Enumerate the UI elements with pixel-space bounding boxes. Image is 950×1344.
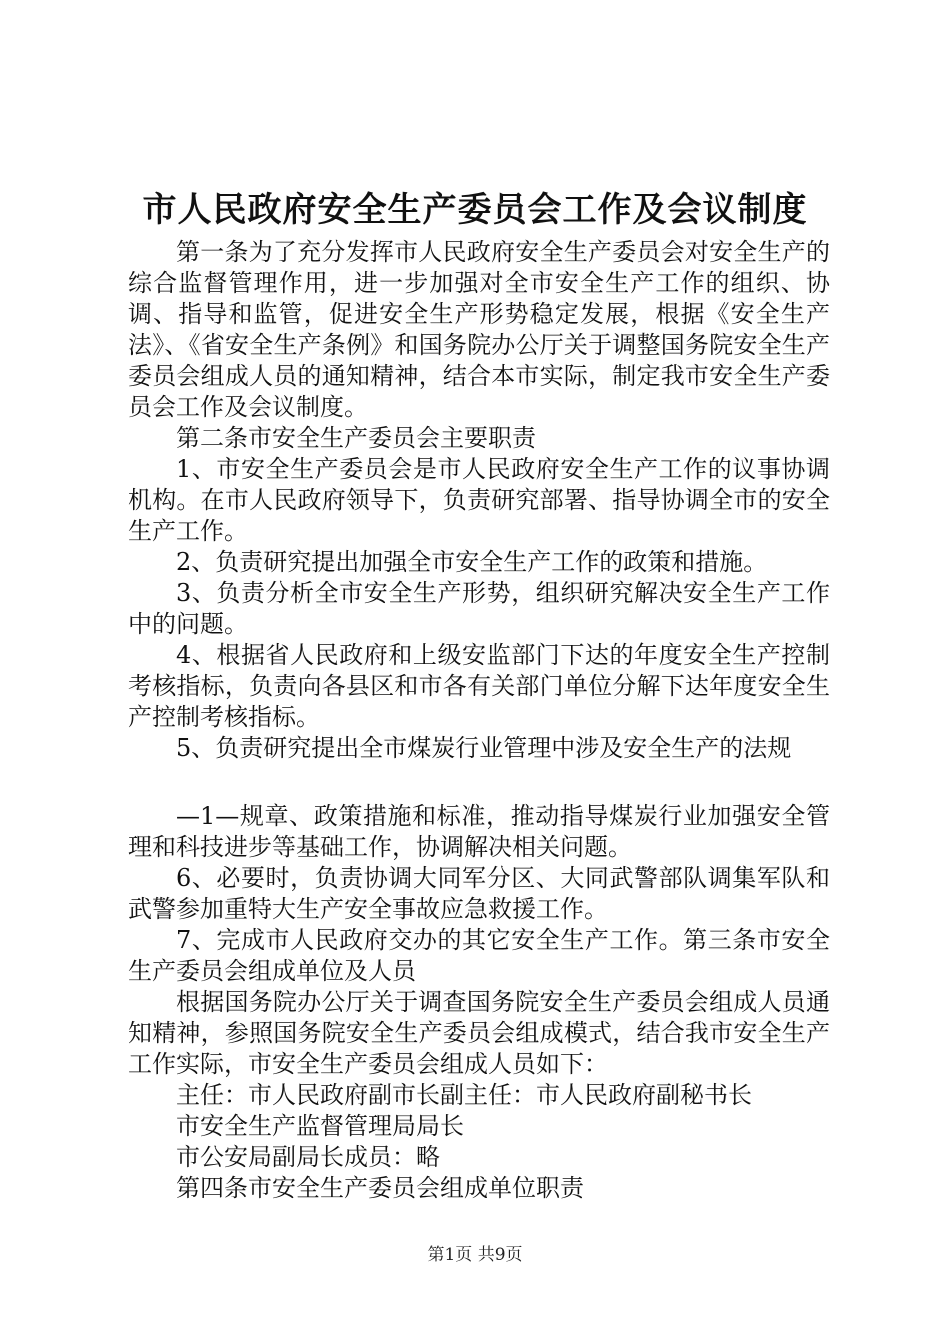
paragraph-article-2-heading: 第二条市安全生产委员会主要职责 bbox=[176, 424, 536, 452]
paragraph-director: 主任：市人民政府副市长副主任：市人民政府副秘书长 bbox=[176, 1081, 752, 1109]
paragraph-duty-3: 3、负责分析全市安全生产形势，组织研究解决安全生产工作中的问题。 bbox=[128, 579, 830, 638]
paragraph-safety-bureau: 市安全生产监督管理局局长 bbox=[176, 1112, 464, 1140]
page-number-footer: 第1页 共9页 bbox=[427, 1245, 523, 1265]
paragraph-duty-1: 1、市安全生产委员会是市人民政府安全生产工作的议事协调机构。在市人民政府领导下，负责研究部署、指导协调全市的安全生产工作。 bbox=[128, 455, 830, 545]
document-body bbox=[128, 237, 830, 1204]
paragraph-duty-2: 2、负责研究提出加强全市安全生产工作的政策和措施。 bbox=[176, 548, 768, 576]
paragraph-article-4-heading: 第四条市安全生产委员会组成单位职责 bbox=[176, 1174, 584, 1202]
paragraph-duty-7: 7、完成市人民政府交办的其它安全生产工作。第三条市安全生产委员会组成单位及人员 bbox=[128, 926, 830, 985]
paragraph-article-1: 第一条为了充分发挥市人民政府安全生产委员会对安全生产的综合监督管理作用，进一步加强对全市安全生产工作的组织、协调、指导和监管，促进安全生产形势稳定发展，根据《安全生产法》、《省安全生产条例》和国务院办公厅关于调整国务院安全生产委员会组成人员的通知精神，结合本市实际，制定我市安全生产委员会工作及会议制度。 bbox=[128, 238, 830, 421]
document-title: 市人民政府安全生产委员会工作及会议制度 bbox=[142, 190, 808, 230]
paragraph-duty-5: 5、负责研究提出全市煤炭行业管理中涉及安全生产的法规 bbox=[176, 734, 792, 762]
paragraph-duty-4: 4、根据省人民政府和上级安监部门下达的年度安全生产控制考核指标，负责向各县区和市各有关部门单位分解下达年度安全生产控制考核指标。 bbox=[128, 641, 830, 731]
paragraph-members-intro: 根据国务院办公厅关于调查国务院安全生产委员会组成人员通知精神，参照国务院安全生产委员会组成模式，结合我市安全生产工作实际，市安全生产委员会组成人员如下： bbox=[128, 988, 830, 1078]
paragraph-police-bureau: 市公安局副局长成员：略 bbox=[176, 1143, 440, 1171]
paragraph-duty-6: 6、必要时，负责协调大同军分区、大同武警部队调集军队和武警参加重特大生产安全事故应急救援工作。 bbox=[128, 864, 830, 923]
paragraph-duty-5-continued: —1—规章、政策措施和标准，推动指导煤炭行业加强安全管理和科技进步等基础工作，协调解决相关问题。 bbox=[128, 802, 830, 861]
